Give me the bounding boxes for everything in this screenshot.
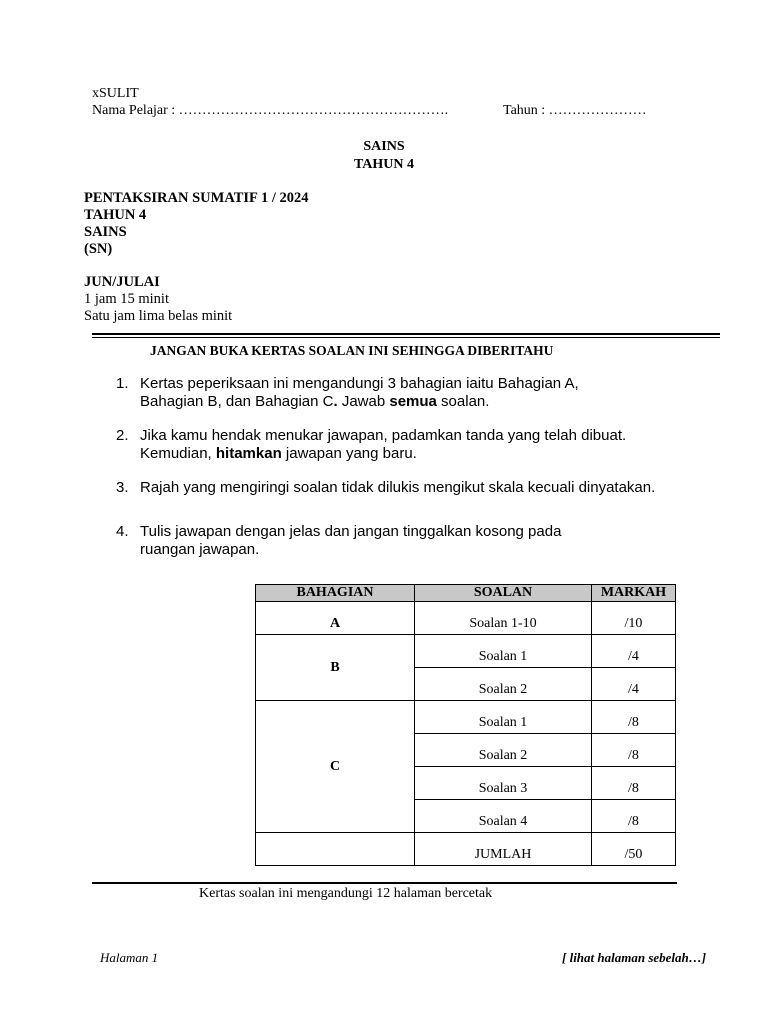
- question-cell: Soalan 2: [415, 668, 592, 701]
- subject-code: (SN): [84, 241, 113, 257]
- student-name-field[interactable]: Nama Pelajar : ………………………………………………….: [92, 103, 449, 118]
- question-cell: Soalan 1: [415, 701, 592, 734]
- classification-label: xSULIT: [92, 86, 139, 101]
- instruction-number: 4.: [116, 523, 129, 540]
- marks-cell: /8: [592, 701, 676, 734]
- header-question: SOALAN: [415, 585, 592, 602]
- table-row: [256, 701, 676, 734]
- subject-title: SAINS: [363, 139, 405, 154]
- instruction-number: 2.: [116, 427, 129, 444]
- table-header-row: [256, 585, 676, 602]
- marks-cell: /8: [592, 800, 676, 833]
- marks-table: [255, 584, 676, 866]
- marks-cell: /8: [592, 734, 676, 767]
- total-marks-cell: /50: [592, 833, 676, 866]
- exam-duration: 1 jam 15 minit: [84, 291, 169, 307]
- section-cell: B: [256, 635, 415, 701]
- instruction-text: Jika kamu hendak menukar jawapan, padamkan tanda yang telah dibuat. Kemudian, hitamkan jawapan yang baru.: [140, 427, 627, 462]
- instruction-text: Tulis jawapan dengan jelas dan jangan tinggalkan kosong pada ruangan jawapan.: [140, 523, 562, 558]
- exam-year: TAHUN 4: [84, 207, 147, 223]
- instruction-number: 1.: [116, 375, 129, 392]
- instruction-text: Kertas peperiksaan ini mengandungi 3 bahagian iaitu Bahagian A, Bahagian B, dan Bahagian C. Jawab semua soalan.: [140, 375, 579, 410]
- table-row: [256, 635, 676, 668]
- next-page-note: [ lihat halaman sebelah…]: [562, 950, 707, 965]
- divider-thick: [92, 333, 720, 335]
- instruction-number: 3.: [116, 479, 129, 496]
- question-cell: Soalan 4: [415, 800, 592, 833]
- exam-duration-words: Satu jam lima belas minit: [84, 308, 233, 324]
- marks-cell: /4: [592, 668, 676, 701]
- warning-text: JANGAN BUKA KERTAS SOALAN INI SEHINGGA DIBERITAHU: [150, 343, 554, 358]
- exam-subject: SAINS: [84, 224, 127, 240]
- total-label-cell: JUMLAH: [415, 833, 592, 866]
- section-cell: C: [256, 701, 415, 833]
- exam-session: JUN/JULAI: [84, 274, 160, 290]
- section-cell: A: [256, 602, 415, 635]
- marks-cell: /8: [592, 767, 676, 800]
- question-cell: Soalan 1: [415, 635, 592, 668]
- year-field[interactable]: Tahun : …………………: [503, 103, 647, 118]
- section-cell: [256, 833, 415, 866]
- marks-cell: /4: [592, 635, 676, 668]
- footer-divider: [92, 882, 677, 884]
- marks-cell: /10: [592, 602, 676, 635]
- table-row-total: [256, 833, 676, 866]
- year-title: TAHUN 4: [353, 157, 415, 172]
- header-section: BAHAGIAN: [256, 585, 415, 602]
- question-cell: Soalan 1-10: [415, 602, 592, 635]
- question-cell: Soalan 2: [415, 734, 592, 767]
- table-row: [256, 602, 676, 635]
- header-marks: MARKAH: [592, 585, 676, 602]
- question-cell: Soalan 3: [415, 767, 592, 800]
- instruction-text: Rajah yang mengiringi soalan tidak dilukis mengikut skala kecuali dinyatakan.: [140, 479, 656, 496]
- page-number: Halaman 1: [100, 950, 159, 965]
- assessment-title: PENTAKSIRAN SUMATIF 1 / 2024: [84, 190, 309, 206]
- pages-note: Kertas soalan ini mengandungi 12 halaman bercetak: [199, 886, 493, 901]
- divider-thin: [92, 337, 720, 338]
